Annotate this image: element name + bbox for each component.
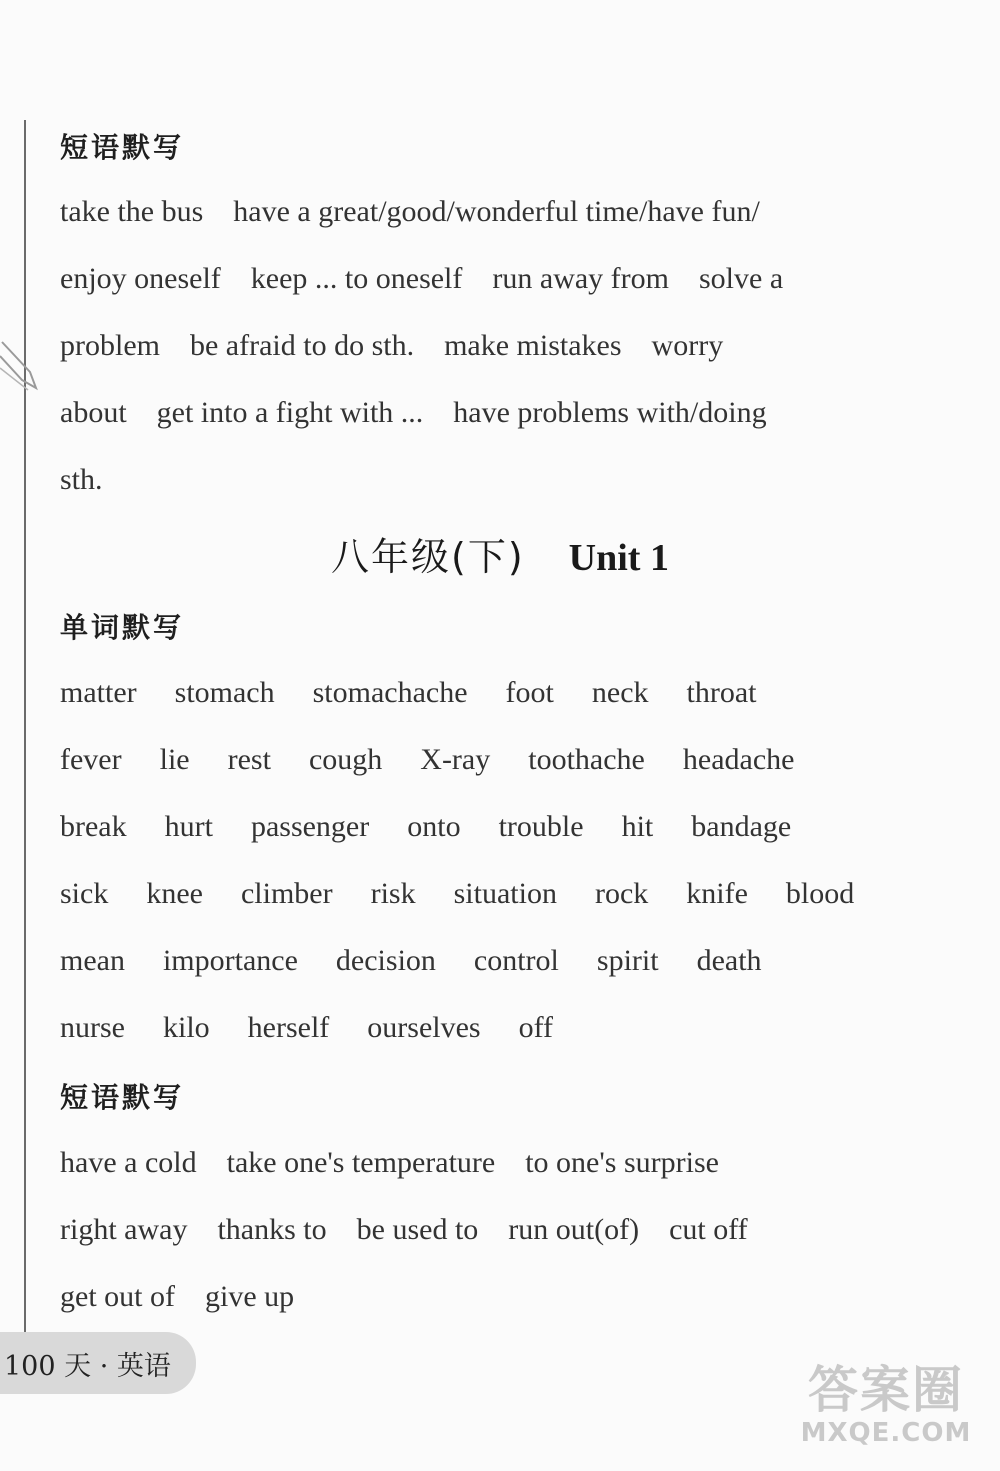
phrase: right away [60, 1213, 188, 1246]
vocabulary-word: risk [370, 877, 416, 910]
phrase-list-2 [60, 1129, 910, 1330]
vocabulary-word: hurt [164, 810, 213, 843]
text-line [60, 1196, 910, 1263]
text-line [60, 379, 910, 446]
phrase: be used to [356, 1213, 479, 1246]
vocabulary-word: climber [240, 877, 333, 910]
phrase: thanks to [217, 1213, 327, 1246]
phrase: take the bus [60, 195, 204, 228]
unit-title [0, 526, 1000, 581]
text-line [60, 1129, 910, 1196]
text-line [60, 994, 910, 1061]
vocabulary-word: fever [60, 743, 122, 776]
phrase: to one's surprise [525, 1146, 719, 1179]
vocabulary-word: onto [407, 810, 461, 843]
vocabulary-word: neck [591, 676, 649, 709]
vocabulary-word: herself [247, 1011, 330, 1044]
vocabulary-word: trouble [498, 810, 584, 843]
text-line [60, 312, 910, 379]
footer-label: 100 天 · 英语 [4, 1350, 171, 1382]
vocabulary-word: knee [146, 877, 203, 910]
vocabulary-word: break [60, 810, 127, 843]
text-line [60, 446, 910, 513]
phrase: make mistakes [444, 329, 622, 362]
phrase: sth. [60, 463, 103, 496]
text-line [60, 860, 910, 927]
phrase: enjoy oneself [60, 262, 221, 295]
vocabulary-word: foot [505, 676, 554, 709]
text-line [60, 659, 910, 726]
vocabulary-word: toothache [528, 743, 645, 776]
vocabulary-word: knife [686, 877, 748, 910]
phrase: get into a fight with ... [156, 396, 424, 429]
text-line [60, 793, 910, 860]
section-heading-words: 单词默写 [60, 611, 185, 644]
vocabulary-word: death [696, 944, 762, 977]
vocabulary-word: blood [785, 877, 855, 910]
vocabulary-word: rest [227, 743, 271, 776]
phrase: take one's temperature [226, 1146, 496, 1179]
text-line [60, 927, 910, 994]
unit-title-grade: 八年级(下) [331, 535, 525, 579]
phrase-list-1 [60, 178, 910, 513]
phrase: run out(of) [508, 1213, 640, 1246]
pencil-mark [0, 330, 40, 400]
vocabulary-word: lie [159, 743, 190, 776]
text-line [60, 1263, 910, 1330]
unit-title-unit: Unit 1 [568, 537, 669, 579]
phrase: keep ... to oneself [250, 262, 463, 295]
vocabulary-word: bandage [691, 810, 792, 843]
vocabulary-word: kilo [162, 1011, 210, 1044]
vocabulary-word: nurse [60, 1011, 125, 1044]
vocabulary-word: headache [682, 743, 795, 776]
vocabulary-word: spirit [596, 944, 659, 977]
vocabulary-word: ourselves [367, 1011, 481, 1044]
vocabulary-word: mean [60, 944, 125, 977]
vocabulary-word: off [518, 1011, 554, 1044]
vocabulary-word: X-ray [420, 743, 491, 776]
page-margin-line [24, 120, 26, 1340]
vocabulary-word: rock [594, 877, 649, 910]
phrase: about [60, 396, 127, 429]
vocabulary-word: sick [60, 877, 109, 910]
vocabulary-word: situation [453, 877, 557, 910]
vocabulary-word: matter [60, 676, 137, 709]
vocabulary-word: importance [162, 944, 298, 977]
phrase: problem [60, 329, 160, 362]
phrase: be afraid to do sth. [189, 329, 415, 362]
phrase: cut off [669, 1213, 748, 1246]
watermark-main: 答案圈 [808, 1361, 964, 1419]
vocabulary-word: throat [686, 676, 757, 709]
watermark-logo [786, 1362, 986, 1462]
vocabulary-word: passenger [250, 810, 370, 843]
section-heading-phrases-2: 短语默写 [60, 1081, 185, 1114]
phrase: have a cold [60, 1146, 197, 1179]
phrase: worry [651, 329, 724, 362]
vocabulary-word: decision [335, 944, 436, 977]
vocabulary-word: stomachache [312, 676, 468, 709]
vocabulary-word: stomach [174, 676, 275, 709]
text-line [60, 178, 910, 245]
vocabulary-word: cough [308, 743, 383, 776]
phrase: get out of [60, 1280, 175, 1313]
phrase: have problems with/doing [453, 396, 767, 429]
word-list [60, 659, 910, 1061]
phrase: give up [204, 1280, 295, 1313]
vocabulary-word: hit [621, 810, 654, 843]
section-heading-phrases: 短语默写 [60, 131, 185, 164]
vocabulary-word: control [473, 944, 559, 977]
watermark-sub: MXQE.COM [800, 1418, 972, 1448]
phrase: have a great/good/wonderful time/have fun/ [233, 195, 760, 228]
text-line [60, 726, 910, 793]
phrase: run away from [492, 262, 669, 295]
text-line [60, 245, 910, 312]
page-footer-tab [0, 1332, 196, 1394]
phrase: solve a [699, 262, 784, 295]
